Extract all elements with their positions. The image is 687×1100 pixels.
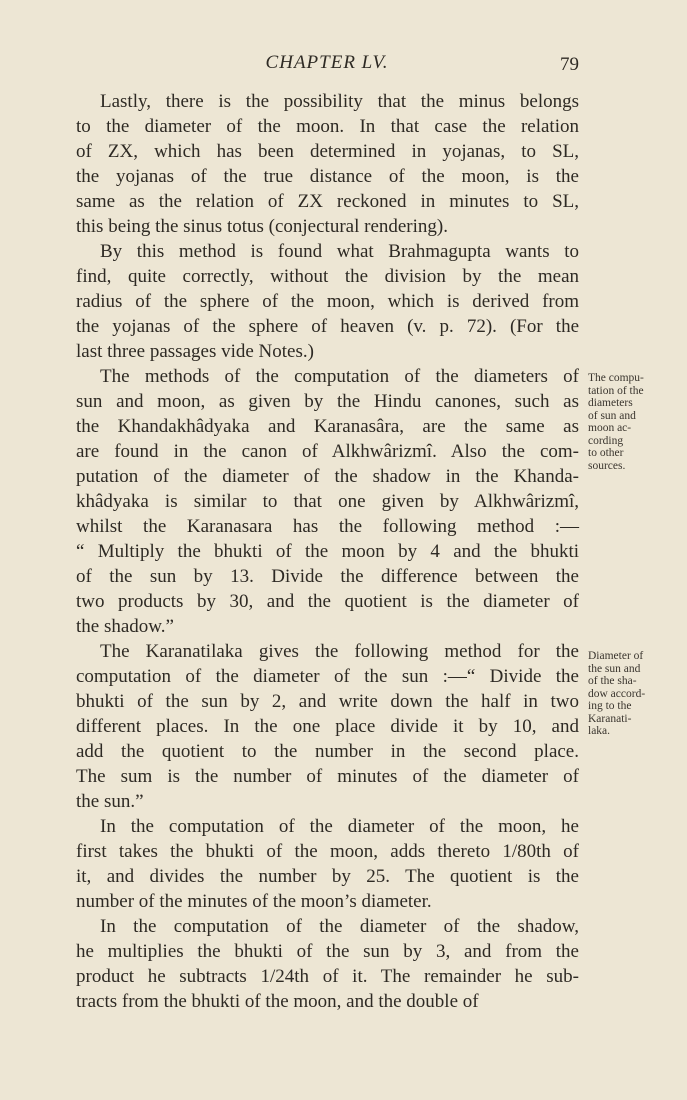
margin-note-line: cording	[588, 434, 624, 447]
margin-note-line: the sun and	[588, 662, 641, 675]
body-text	[76, 89, 579, 1014]
text-line: this being the sinus totus (conjectural rendering).	[76, 216, 448, 237]
text-line: The sum is the number of minutes of the diameter of	[76, 766, 579, 787]
margin-note-line: moon ac-	[588, 422, 632, 434]
margin-note-line: sources.	[588, 459, 626, 472]
text-line: find, quite correctly, without the division by the mean	[76, 266, 579, 287]
margin-note-line: laka.	[588, 725, 611, 737]
chapter-title: CHAPTER LV.	[265, 52, 389, 73]
text-line: computation of the diameter of the sun :—“ Divide the	[76, 666, 579, 687]
margin-note-line: Diameter of	[588, 650, 644, 662]
margin-note-line: of sun and	[588, 409, 636, 422]
text-line: The Karanatilaka gives the following method for the	[100, 641, 579, 662]
text-line: the yojanas of the true distance of the moon, is the	[76, 166, 579, 187]
text-line: two products by 30, and the quotient is the diameter of	[76, 591, 579, 612]
margin-note-line: of the sha-	[588, 675, 637, 687]
text-line: the sun.”	[76, 791, 144, 812]
margin-note-computation-sources	[588, 372, 672, 472]
margin-note-line: dow accord-	[588, 687, 646, 700]
text-line: number of the minutes of the moon’s diameter.	[76, 891, 432, 912]
text-line: By this method is found what Brahmagupta wants to	[100, 241, 579, 262]
text-line: putation of the diameter of the shadow in the Khanda-	[76, 466, 579, 487]
margin-note-karanatilaka	[588, 650, 672, 738]
text-line: the Khandakhâdyaka and Karanasâra, are the same as	[76, 416, 579, 437]
text-line: add the quotient to the number in the second place.	[76, 741, 579, 762]
text-line: the yojanas of the sphere of heaven (v. p. 72). (For the	[76, 316, 579, 337]
text-line: sun and moon, as given by the Hindu canones, such as	[76, 391, 579, 412]
text-line: In the computation of the diameter of the moon, he	[100, 816, 579, 837]
text-line: same as the relation of ZX reckoned in minutes to SL,	[76, 191, 579, 212]
text-line: are found in the canon of Alkhwârizmî. Also the com-	[76, 441, 579, 462]
text-line: different places. In the one place divide it by 10, and	[76, 716, 579, 737]
running-header	[75, 52, 579, 78]
text-line: bhukti of the sun by 2, and write down the half in two	[76, 691, 579, 712]
text-line: The methods of the computation of the diameters of	[100, 366, 579, 387]
text-line: In the computation of the diameter of the shadow,	[100, 916, 579, 937]
text-line: “ Multiply the bhukti of the moon by 4 and the bhukti	[76, 541, 579, 562]
margin-note-line: The compu-	[588, 372, 644, 384]
text-line: Lastly, there is the possibility that the minus belongs	[100, 91, 579, 112]
text-line: of the sun by 13. Divide the difference between the	[76, 566, 579, 587]
text-line: he multiplies the bhukti of the sun by 3, and from the	[76, 941, 579, 962]
text-line: to the diameter of the moon. In that case the relation	[76, 116, 579, 137]
text-line: radius of the sphere of the moon, which is derived from	[76, 291, 579, 312]
margin-note-line: diameters	[588, 397, 633, 409]
text-line: the shadow.”	[76, 616, 174, 637]
text-line: first takes the bhukti of the moon, adds thereto 1/80th of	[76, 841, 579, 862]
margin-note-line: Karanati-	[588, 712, 632, 725]
margin-note-line: ing to the	[588, 700, 632, 712]
text-line: product he subtracts 1/24th of it. The remainder he sub-	[76, 966, 579, 987]
text-line: khâdyaka is similar to that one given by Alkhwârizmî,	[76, 491, 579, 512]
text-line: whilst the Karanasara has the following method :—	[76, 516, 579, 537]
margin-note-line: tation of the	[588, 384, 644, 397]
page-number: 79	[560, 54, 579, 75]
text-line: it, and divides the number by 25. The quotient is the	[76, 866, 579, 887]
margin-note-line: to other	[588, 447, 624, 459]
text-line: tracts from the bhukti of the moon, and the double of	[76, 991, 479, 1012]
text-line: last three passages vide Notes.)	[76, 341, 314, 362]
text-line: of ZX, which has been determined in yojanas, to SL,	[76, 141, 579, 162]
